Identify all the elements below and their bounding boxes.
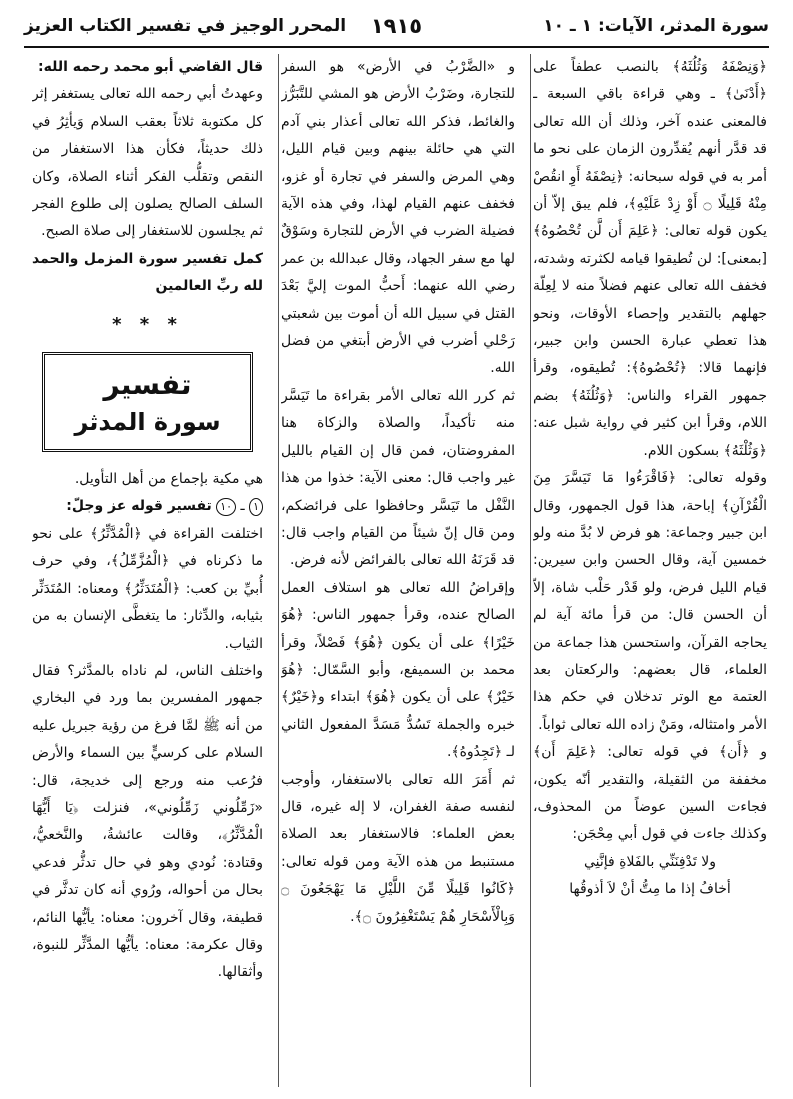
section-divider: * * *	[112, 313, 183, 335]
surah-title: سورة المدثر	[74, 408, 221, 437]
verse-heading: تفسير قوله عز وجلّ:	[66, 498, 212, 515]
column-left	[32, 54, 263, 1087]
paragraph: و ﴿أَن﴾ في قوله تعالى: ﴿عَلِمَ أَن﴾ مخففة من الثقيلة، والتقدير أنّه يكون، فجاءت السين عوضاً من المحذوف، وكذلك جاءت في قول أبي مِحْجَن:	[533, 744, 767, 843]
title-line: تفسير	[103, 368, 192, 402]
paragraph: ثم أَمَرَ الله تعالى بالاستغفار، وأوجب لنفسه صفة الغفران، لا إله غيره، قال بعض العلماء: فالاستغفار بعد الصلاة مستنبط من هذه الآية ومن قوله تعالى: ﴿كَانُوا قَلِيلًا مِّنَ اللَّيْلِ مَا يَهْجَعُونَ ۝ وَبِالْأَسْحَارِ هُمْ يَسْتَغْفِرُونَ ۝﴾.	[281, 771, 515, 925]
paragraph: اختلفت القراءة في ﴿الْمُدَّثِّرُ﴾ على نحو ما ذكرناه في ﴿الْمُزَّمِّلُ﴾، وفي حرف أُبيِّ بن كعب: ﴿الْمُتَدَثِّرُ﴾ ومعناه: المُتَدَثِّر بثيابه، والدِّثار: ما يتغطَّى الإنسان به من الثياب.	[32, 525, 263, 652]
page-header	[24, 12, 769, 46]
verse-number-marker: ١	[249, 498, 263, 516]
page-number: ١٩١٥	[370, 14, 423, 38]
poem-line: ولا تَدْفِنَنِّي بالفَلاةِ فإنَّنِي	[583, 853, 717, 870]
paragraph: هي مكية بإجماع من أهل التأويل.	[74, 471, 263, 488]
column-right	[533, 54, 767, 1087]
surah-header: سورة المدثر، الآيات: ١ ـ ١٠	[543, 16, 769, 36]
paragraph: وعهدتُ أبي رحمه الله تعالى يستغفر إثر كل مكتوبة ثلاثاً بعقب السلام وَيأثِرُ في ذلك حديثاً، فكأن هذا الاستغفار من النقص وتقلُّب الفكر أثناء الصلاة، وكان السلف الصالح يصلون إلى طلوع الفجر ثم يجلسون للاستغفار إلى صلاة الصبح.	[32, 86, 263, 240]
paragraph: وإقراضُ الله تعالى هو استلاف العمل الصالح عنده، وقرأ جمهور الناس: ﴿هُوَ خَيْرًا﴾ على أن يكون ﴿هُوَ﴾ فَصْلاً، وقرأ محمد بن السميفع، وأبو السَّمّال: ﴿هُوَ خَيْرٌ﴾ على أن يكون ﴿هُوَ﴾ ابتداء و﴿خَيْرٌ﴾ خبره والجملة تَسُدُّ مَسَدَّ المفعول الثاني لـ ﴿تَجِدُوهُ﴾.	[281, 579, 515, 761]
page-body	[28, 54, 767, 1087]
paragraph: و «الضَّرْبُ في الأرض» هو السفر للتجارة، وضَرْبُ الأرض هو المشي للتَّبَرُّز والغائط، فذكر الله تعالى أعذار بني آدم التي هي حائلة بينهم وبين قيام الليل، وهي المرض والسفر في تجارة أو غزو، فخفف عنهم القيام لهذا، وفي هذه الآية فضيلة الضرب في الأرض للتجارة وسَوْقٌ لها مع سفر الجهاد، وقال عبدالله بن عمر رضي الله عنهما: أَحبُّ الموت إليَّ بَعْدَ القتل في سبيل الله أن أموت بين شعبتي رَحْلي أضرب في الأرض أبتغي من فضل الله.	[281, 59, 515, 377]
paragraph: وقوله تعالى: ﴿فَاقْرَءُوا مَا تَيَسَّرَ مِنَ الْقُرْآنِ﴾ إباحة، هذا قول الجمهور، وقال ابن جبير وجماعة: هو فرض لا بُدَّ منه ولو خمسين آية، وقال الحسن وابن سيرين: قيام الليل فرض، ولو قَدْر حَلْب شاة، إلاّ أن الحسن قال: من قرأ مائة آية لم يحاجه القرآن، واستحسن هذا جماعة من العلماء، قال بعضهم: والركعتان بعد العتمة مع الوتر تدخلان في حكم هذا الأمر وامتثاله، ومَنْ زاده الله تعالى ثواباً.	[533, 470, 767, 733]
paragraph: ﴿وَنِصْفَهُ وَثُلُثَهُ﴾ بالنصب عطفاً على ﴿أَدْنَىٰ﴾ ـ وهي قراءة باقي السبعة ـ فالمعنى عنده آخر، وذلك أن الله تعالى قد قدَّر أنهم يُقدِّرون الزمان على نحو ما أمر به في قوله سبحانه: ﴿نِصْفَهُ أَوِ انقُصْ مِنْهُ قَلِيلًا ۝ أَوْ زِدْ عَلَيْهِ﴾، فلم يبق إلاّ أن يكون قوله تعالى: ﴿عَلِمَ أَن لَّن تُحْصُوهُ﴾ [بمعنى]: لن تُطيقوا قيامه لكثرته وشدته، فخفف الله تعالى عنهم فضلاً منه لا لِعِلّة جهلهم بالتقدير وإحصاء الأوقات، ونحو هذا تعطي عبارة الحسن وابن جبير، فإنهما قالا: ﴿تُحْصُوهُ﴾: تُطيقوه، وقرأ جمهور القراء والناس: ﴿وَثُلُثَهُ﴾ بضم اللام، وقرأ ابن كثير في رواية شبل عنه: ﴿وَثُلْثَهُ﴾ بسكون اللام.	[533, 59, 767, 459]
column-middle	[281, 54, 515, 1087]
end-note: كمل تفسير سورة المزمل والحمد لله ربِّ العالمين	[32, 250, 263, 295]
header-rule	[24, 46, 769, 48]
surah-title-box	[42, 352, 253, 452]
paragraph: ثم كرر الله تعالى الأمر بقراءة ما تَيَسَّر منه تأكيداً، والصلاة والزكاة هنا المفروضتان، فمن قال إن القيام بالليل غير واجب قال: معنى الآية: خذوا من هذا النَّفْل ما تَيَسَّر وحافظوا على فرائضكم، ومن قال إنّ شيئاً من القيام واجب قال: قد قَرَنَهُ الله تعالى بالفرائض لأنه فرض.	[281, 387, 515, 569]
book-title: المحرر الوجيز في تفسير الكتاب العزيز	[24, 16, 347, 36]
paragraph: واختلف الناس، لم ناداه بالمدَّثر؟ فقال جمهور المفسرين بما ورد في البخاري من أنه ﷺ لمَّا فرغ من رؤية جبريل عليه السلام على كرسيٍّ بين السماء والأرض فرُعب منه ورجع إلى خديجة، قال: «زَمِّلُوني زَمِّلُوني»، فنزلت ﴿يَا أَيُّهَا الْمُدَّثِّرُ﴾، وقالت عائشةُ، والنَّخعيُّ، وقتادة: نُودي وهو في حال تدثُّر فدعي بحال من أحواله، ورُوي أنه كان تدثَّر في قطيفة، وقال آخرون: معناه: يأيُّها النائم، وقال عكرمة: معناه: يأيُّها المدَّثِّر للنبوة، وأثقالها.	[32, 662, 263, 981]
verse-number-marker: ١٠	[216, 498, 236, 516]
author-heading: قال القاضي أبو محمد رحمه الله:	[38, 59, 263, 75]
verse-reference	[32, 493, 263, 520]
dash: ـ	[240, 498, 245, 515]
poem-line: أخافُ إذا ما مِتُّ أنْ لاَ أذوقُها	[569, 881, 731, 898]
